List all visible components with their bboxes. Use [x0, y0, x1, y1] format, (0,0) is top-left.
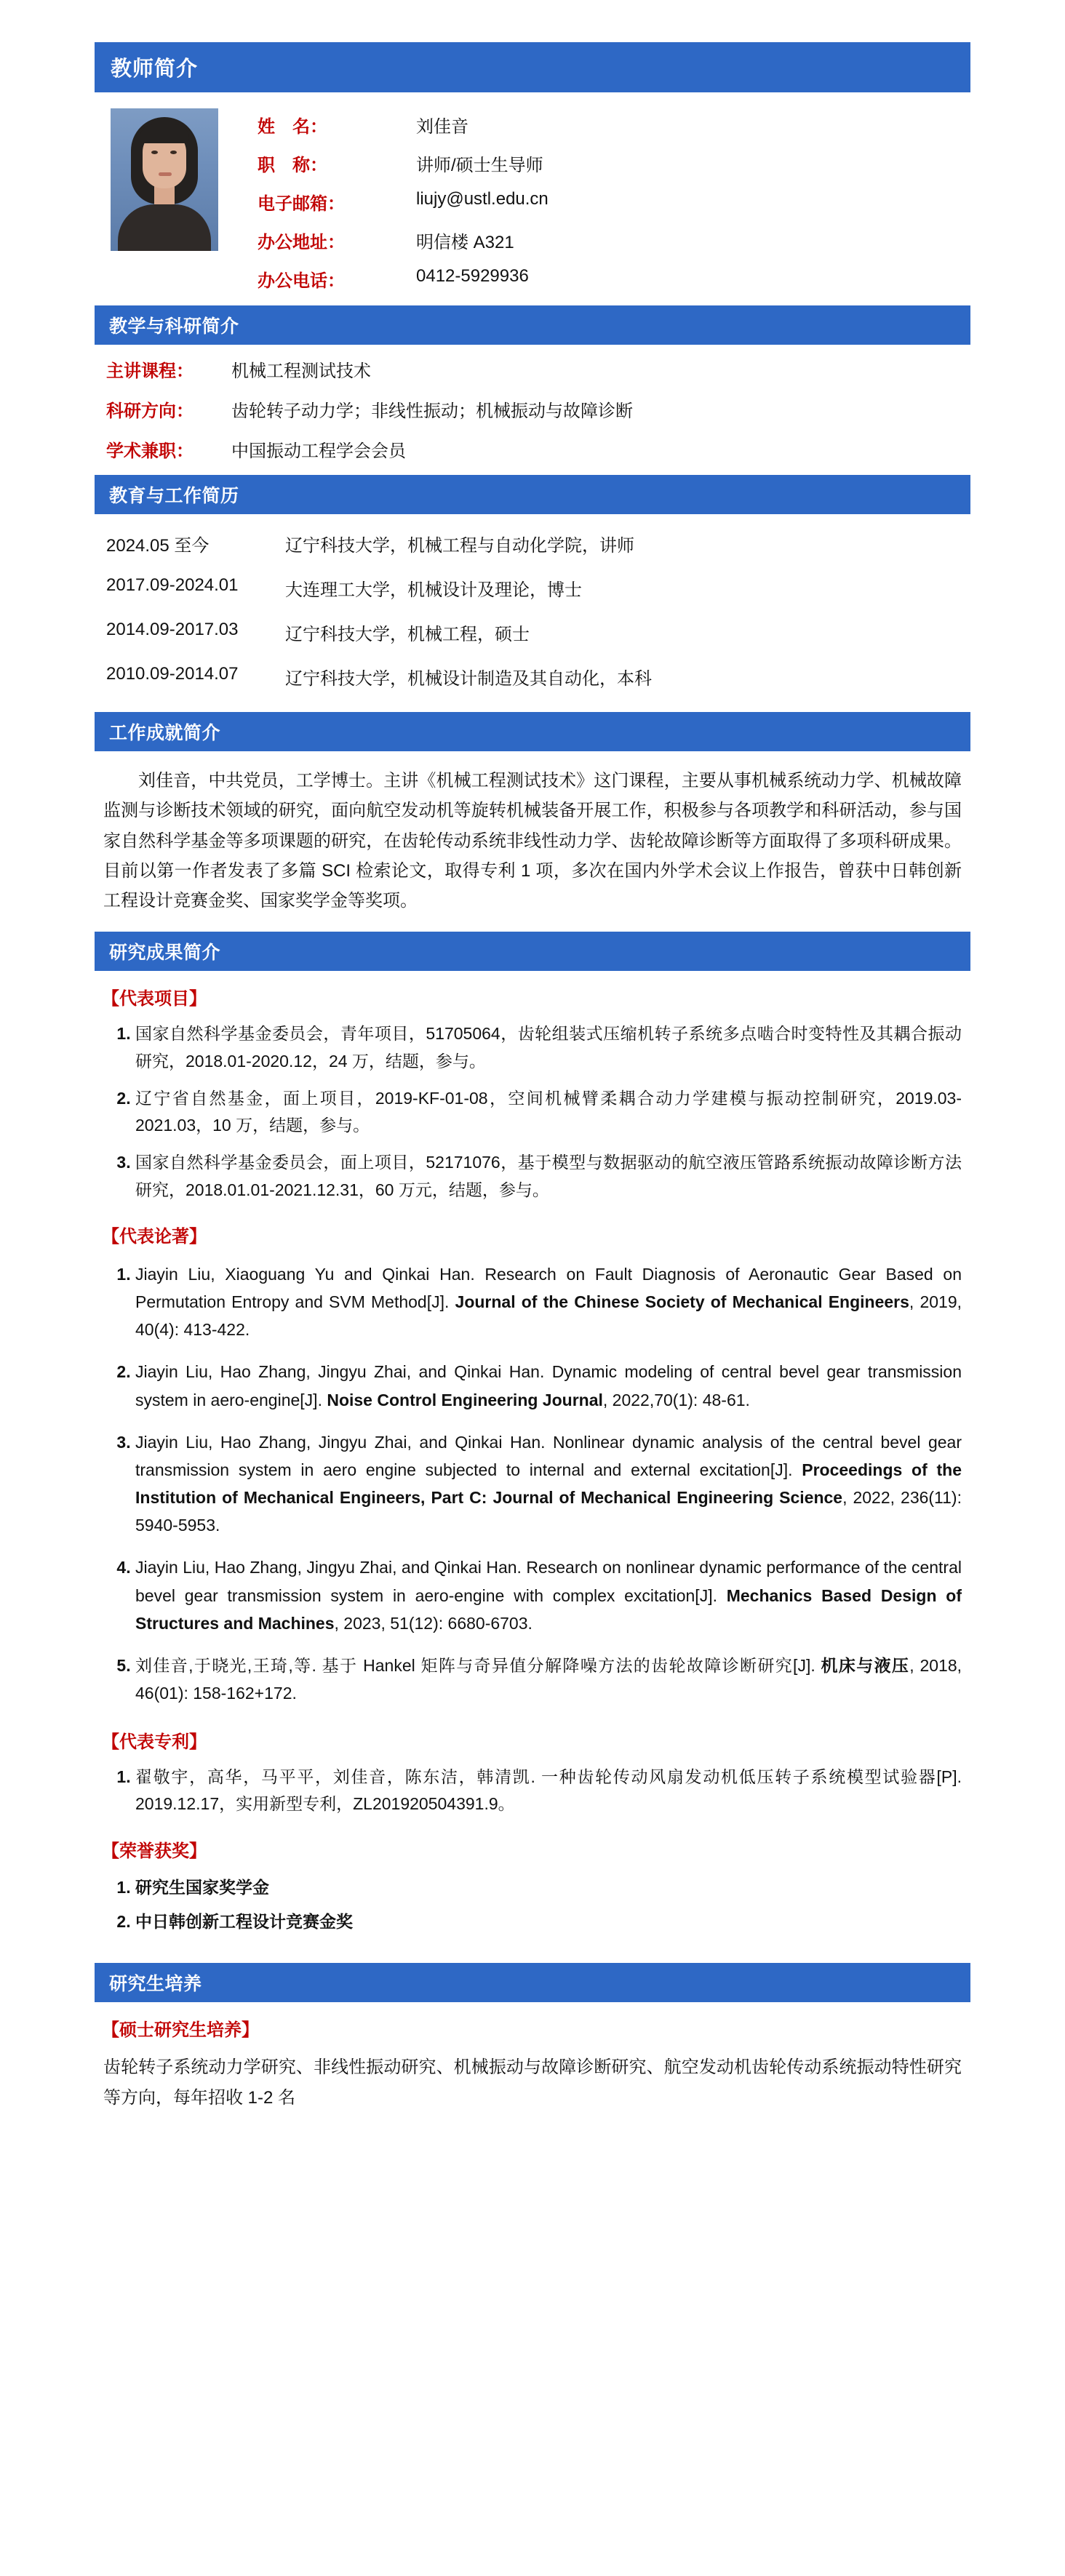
education-date: 2014.09-2017.03 — [106, 620, 239, 639]
paper-text-pre: Jiayin Liu, Hao Zhang, Jingyu Zhai, and Qinkai Han. Research on nonlinear dynamic performance of the central bevel gear transmission system in aero-engine with complex excitation[J]. — [135, 1558, 962, 1605]
list-item — [135, 1421, 962, 1547]
subhead-projects: 【代表项目】 — [102, 989, 207, 1009]
subhead-patents: 【代表专利】 — [102, 1732, 207, 1753]
section-header-teacher-profile: 教师简介 — [95, 42, 970, 92]
list-item — [135, 1253, 962, 1351]
list-item: 2. 中日韩创新工程设计竞赛金奖 — [135, 1905, 962, 1939]
education-date: 2017.09-2024.01 — [106, 575, 239, 595]
table-row — [95, 566, 970, 610]
list-item: 1. 翟敬宇，高华，马平平，刘佳音，陈东洁，韩清凯. 一种齿轮传动风扇发动机低压转子系统模型试验器[P]. 2019.12.17，实用新型专利，ZL201920504391.9。 — [135, 1759, 962, 1823]
section-header-research-results: 研究成果简介 — [95, 932, 970, 971]
section-header-teaching-research: 教学与科研简介 — [95, 305, 970, 345]
profile-label-office: 办公地址： — [258, 233, 345, 252]
honors-list — [95, 1868, 970, 1942]
paper-text-pre: Jiayin Liu, Hao Zhang, Jingyu Zhai, and Qinkai Han. Nonlinear dynamic analysis of the central bevel gear transmission system in aero engine subjected to internal and external excitation[J]. — [135, 1432, 962, 1479]
table-row — [258, 183, 549, 221]
paper-text-pre: 刘佳音,于晓光,王琦,等. 基于 Hankel 矩阵与奇异值分解降噪方法的齿轮故障诊断研究[J]. — [135, 1655, 821, 1675]
table-row — [95, 610, 970, 655]
paper-text-pre: Jiayin Liu, Hao Zhang, Jingyu Zhai, and Qinkai Han. Dynamic modeling of central bevel gear transmission system in aero-engine[J]. — [135, 1362, 962, 1409]
profile-block — [95, 92, 970, 305]
paper-text-post: , 2023, 51(12): 6680-6703. — [334, 1613, 532, 1633]
table-row — [258, 144, 549, 183]
paper-journal: Proceedings of the Institution of Mechanical Engineers, Part C: Journal of Mechanical Engineering Science — [135, 1460, 962, 1508]
education-date: 2024.05 至今 — [106, 536, 210, 556]
paper-text-post: , 2022, 236(11): 5940-5953. — [135, 1488, 962, 1535]
paper-journal: 机床与液压 — [821, 1655, 910, 1675]
section-header-graduate-training: 研究生培养 — [95, 1963, 970, 2002]
table-row — [95, 521, 970, 566]
master-training-paragraph: 齿轮转子系统动力学研究、非线性振动研究、机械振动与故障诊断研究、航空发动机齿轮传动系统振动特性研究等方向，每年招收 1-2 名 — [103, 2057, 962, 2108]
list-item: 2. 辽宁省自然基金，面上项目，2019-KF-01-08，空间机械臂柔耦合动力学建模与振动控制研究，2019.03-2021.03，10 万，结题，参与。 — [135, 1080, 962, 1145]
paper-journal: Mechanics Based Design of Structures and Machines — [135, 1585, 962, 1633]
list-item: 1. 国家自然科学基金委员会，青年项目，51705064，齿轮组装式压缩机转子系统多点啮合时变特性及其耦合振动研究，2018.01-2020.12，24 万，结题，参与。 — [135, 1015, 962, 1080]
education-detail: 大连理工大学，机械设计及理论，博士 — [285, 580, 582, 600]
education-detail: 辽宁科技大学，机械设计制造及其自动化，本科 — [285, 669, 652, 689]
profile-value-title: 讲师/硕士生导师 — [416, 156, 543, 175]
profile-label-title: 职 称： — [258, 156, 327, 175]
teaching-value-courses: 机械工程测试技术 — [231, 361, 371, 381]
teaching-key-research: 科研方向： — [106, 401, 194, 421]
profile-value-email: liujy@ustl.edu.cn — [416, 189, 549, 209]
paper-text-post: , 2022,70(1): 48-61. — [602, 1390, 750, 1409]
paper-text-post: , 2018, 46(01): 158-162+172. — [135, 1655, 962, 1703]
table-row — [95, 655, 970, 699]
teaching-key-affiliation: 学术兼职： — [106, 441, 194, 461]
paper-journal: Noise Control Engineering Journal — [327, 1390, 603, 1409]
profile-value-office: 明信楼 A321 — [416, 233, 514, 252]
section-header-achievements: 工作成就简介 — [95, 712, 970, 751]
paper-journal: Journal of the Chinese Society of Mechanical Engineers — [455, 1292, 909, 1311]
projects-list — [95, 1015, 970, 1209]
teaching-value-research: 齿轮转子动力学；非线性振动；机械振动与故障诊断 — [231, 401, 633, 421]
list-item — [95, 429, 970, 469]
teaching-value-affiliation: 中国振动工程学会会员 — [231, 441, 406, 461]
paper-text-pre: Jiayin Liu, Xiaoguang Yu and Qinkai Han. Research on Fault Diagnosis of Aeronautic Gear Based on Permutation Entropy and SVM Method[J]. — [135, 1264, 962, 1311]
table-row — [258, 221, 549, 260]
table-row — [258, 105, 549, 144]
paper-text-post: , 2019, 40(4): 413-422. — [135, 1292, 962, 1340]
papers-list — [95, 1253, 970, 1714]
education-detail: 辽宁科技大学，机械工程，硕士 — [285, 625, 530, 644]
list-item — [135, 1351, 962, 1420]
education-date: 2010.09-2014.07 — [106, 664, 239, 684]
subhead-master-training: 【硕士研究生培养】 — [102, 2020, 259, 2041]
list-item: 1. 研究生国家奖学金 — [135, 1871, 962, 1905]
profile-info-table — [258, 105, 549, 298]
teaching-research-list — [95, 345, 970, 475]
avatar — [111, 108, 218, 251]
list-item — [95, 389, 970, 429]
profile-label-email: 电子邮箱： — [258, 194, 345, 214]
section-header-education-work: 教育与工作简历 — [95, 475, 970, 514]
list-item — [135, 1644, 962, 1714]
subhead-honors: 【荣誉获奖】 — [102, 1841, 207, 1861]
patents-list — [95, 1759, 970, 1823]
education-detail: 辽宁科技大学，机械工程与自动化学院，讲师 — [285, 536, 634, 556]
list-item — [95, 349, 970, 389]
achievements-paragraph: 刘佳音，中共党员，工学博士。主讲《机械工程测试技术》这门课程，主要从事机械系统动力学、机械故障监测与诊断技术领域的研究，面向航空发动机等旋转机械装备开展工作，积极参与各项教学和科研活动，参与国家自然科学基金等多项课题的研究，在齿轮传动系统非线性动力学、齿轮故障诊断等方面取得了多项科研成果。目前以第一作者发表了多篇 SCI 检索论文，取得专利 1 项，多次在国内外学术会议上作报告，曾获中日韩创新工程设计竞赛金奖、国家奖学金等奖项。 — [103, 771, 962, 911]
profile-label-name: 姓 名： — [258, 117, 327, 137]
profile-value-phone: 0412-5929936 — [416, 266, 529, 286]
teaching-key-courses: 主讲课程： — [106, 361, 194, 381]
education-list — [95, 514, 970, 703]
profile-value-name: 刘佳音 — [416, 117, 468, 137]
list-item: 3. 国家自然科学基金委员会，面上项目，52171076，基于模型与数据驱动的航空液压管路系统振动故障诊断方法研究，2018.01.01-2021.12.31，60 万元，结题，参与。 — [135, 1144, 962, 1209]
subhead-papers: 【代表论著】 — [102, 1226, 207, 1247]
profile-label-phone: 办公电话： — [258, 271, 345, 291]
list-item — [135, 1546, 962, 1644]
table-row — [258, 260, 549, 298]
